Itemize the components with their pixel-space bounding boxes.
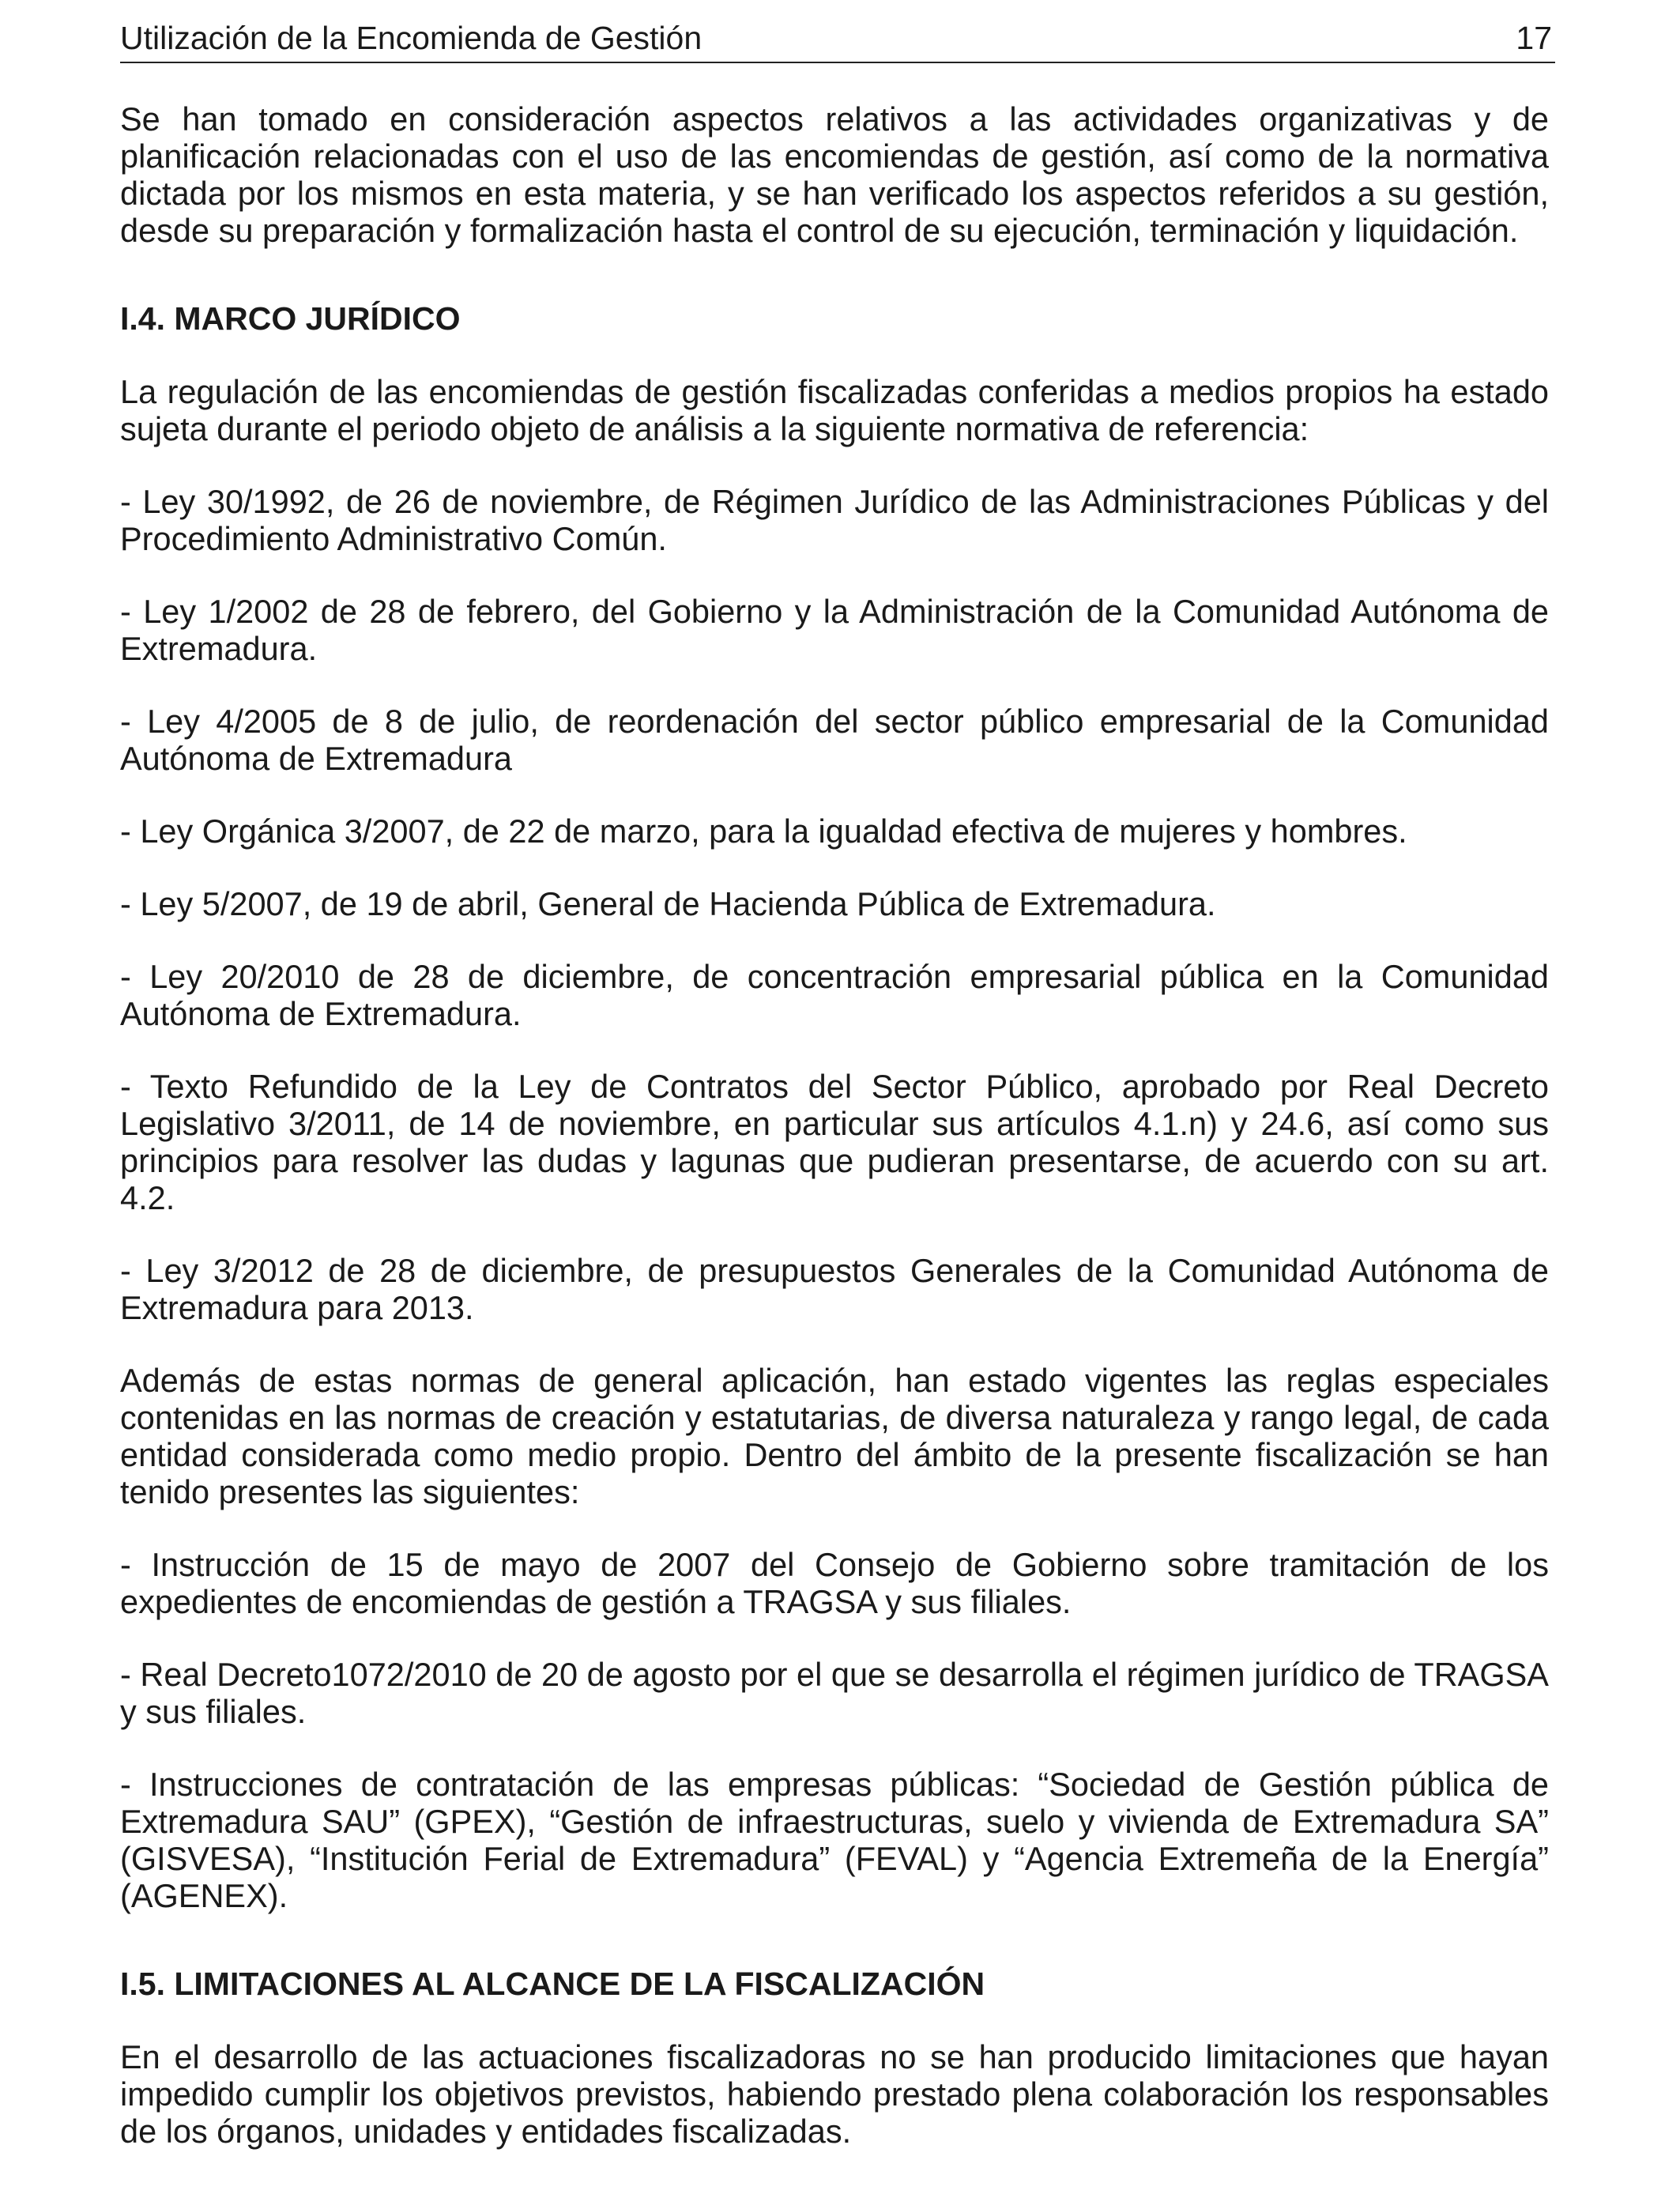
section-heading-limitaciones: I.5. LIMITACIONES AL ALCANCE DE LA FISCALIZACIÓN <box>120 1966 985 2002</box>
intro-paragraph: Se han tomado en consideración aspectos relativos a las actividades organizativas y de planificación relacionadas con el uso de las encomiendas de gestión, así como de la normativa dictada por los mismos en esta materia, y se han verificado los aspectos referidos a su gestión, desde su preparación y formalización hasta el control de su ejecución, terminación y liquidación. <box>120 100 1549 249</box>
document-body <box>120 100 1549 2185</box>
law-item: - Ley 20/2010 de 28 de diciembre, de concentración empresarial pública en la Comunidad Autónoma de Extremadura. <box>120 958 1549 1032</box>
law-item: - Ley 5/2007, de 19 de abril, General de Hacienda Pública de Extremadura. <box>120 885 1216 922</box>
law-item: - Ley 4/2005 de 8 de julio, de reordenación del sector público empresarial de la Comunidad Autónoma de Extremadura <box>120 703 1549 777</box>
law-item: - Ley 30/1992, de 26 de noviembre, de Régimen Jurídico de las Administraciones Públicas y del Procedimiento Administrativo Común. <box>120 483 1549 557</box>
law-item: - Ley Orgánica 3/2007, de 22 de marzo, para la igualdad efectiva de mujeres y hombres. <box>120 812 1407 850</box>
special-rule-item: - Instrucciones de contratación de las empresas públicas: “Sociedad de Gestión pública de Extremadura SAU” (GPEX), “Gestión de infraestructuras, suelo y vivienda de Extremadura SA” (GISVESA), “Institución Ferial de Extremadura” (FEVAL) y “Agencia Extremeña de la Energía” (AGENEX). <box>120 1766 1549 1914</box>
limitations-paragraph: En el desarrollo de las actuaciones fiscalizadoras no se han producido limitaciones que hayan impedido cumplir los objetivos previstos, habiendo prestado plena colaboración los responsables de los órganos, unidades y entidades fiscalizadas. <box>120 2038 1549 2150</box>
running-header <box>120 17 1555 63</box>
special-rule-item: - Instrucción de 15 de mayo de 2007 del Consejo de Gobierno sobre tramitación de los expedientes de encomiendas de gestión a TRAGSA y sus filiales. <box>120 1546 1549 1620</box>
law-item: - Ley 1/2002 de 28 de febrero, del Gobierno y la Administración de la Comunidad Autónoma de Extremadura. <box>120 593 1549 667</box>
header-title: Utilización de la Encomienda de Gestión <box>120 20 703 56</box>
special-rule-item: - Real Decreto1072/2010 de 20 de agosto por el que se desarrolla el régimen jurídico de TRAGSA y sus filiales. <box>120 1656 1549 1730</box>
section-intro-paragraph: La regulación de las encomiendas de gestión fiscalizadas conferidas a medios propios ha estado sujeta durante el periodo objeto de análisis a la siguiente normativa de referencia: <box>120 373 1549 447</box>
section-heading-marco-juridico: I.4. MARCO JURÍDICO <box>120 300 461 337</box>
special-rules-intro: Además de estas normas de general aplicación, han estado vigentes las reglas especiales contenidas en las normas de creación y estatutarias, de diversa naturaleza y rango legal, de cada entidad considerada como medio propio. Dentro del ámbito de la presente fiscalización se han tenido presentes las siguientes: <box>120 1362 1549 1510</box>
law-item: - Ley 3/2012 de 28 de diciembre, de presupuestos Generales de la Comunidad Autónoma de Extremadura para 2013. <box>120 1252 1549 1326</box>
law-item: - Texto Refundido de la Ley de Contratos del Sector Público, aprobado por Real Decreto Legislativo 3/2011, de 14 de noviembre, en particular sus artículos 4.1.n) y 24.6, así como sus principios para resolver las dudas y lagunas que pudieran presentarse, de acuerdo con su art. 4.2. <box>120 1068 1549 1216</box>
page-number: 17 <box>1516 20 1552 56</box>
